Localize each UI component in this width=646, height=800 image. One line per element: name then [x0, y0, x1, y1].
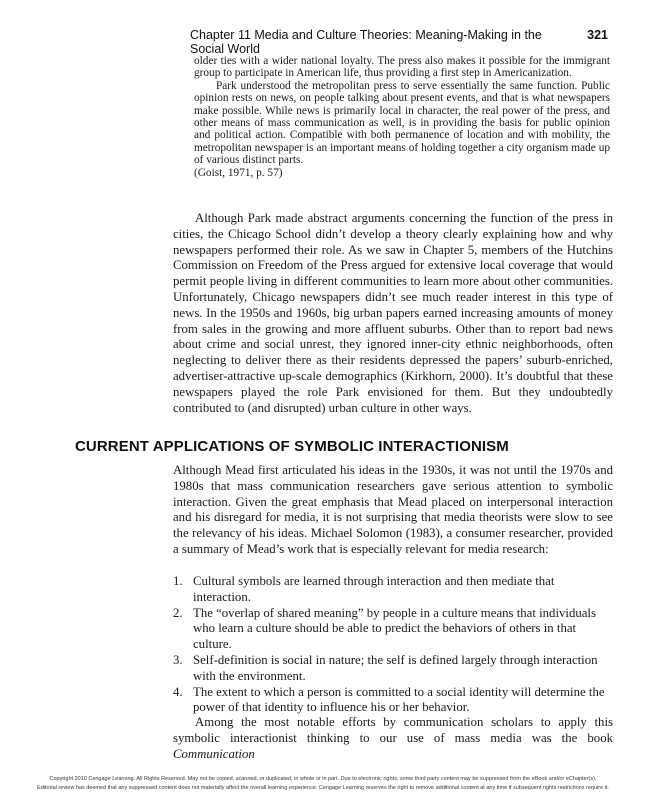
- running-title: Chapter 11 Media and Culture Theories: Meaning-Making in the Social World: [190, 28, 542, 56]
- list-item: [173, 574, 613, 606]
- body-paragraph: Although Park made abstract arguments concerning the function of the press in cities, the Chicago School didn’t develop a theory clearly explaining how and why newspapers performed their role. As we saw in Chapter 5, members of the Hutchins Commission on Freedom of the Press argued for extensive local coverage that would permit people living in different communities to learn more about other communities. Unfortunately, Chicago newspapers didn’t see much reader interest in this type of news. In the 1950s and 1960s, big urban papers earned increasing amounts of money from sales in the growing and more affluent suburbs. Other than to report bad news about crime and social unrest, they ignored inner-city ethnic neighborhoods, often neglecting to deliver there as their residents depressed the papers’ suburb-enriched, advertiser-attractive up-scale demographics (Kirkhorn, 2000). It’s doubtful that these newspapers played the role Park envisioned for them. But they undoubtedly contributed to (and disrupted) urban culture in other ways.: [173, 211, 613, 415]
- page-number: 321: [587, 28, 608, 42]
- list-item: [173, 685, 613, 717]
- footer-line: Editorial review has deemed that any suppressed content does not materially affect the overall learning experience. Cengage Learning reserves the right to remove additional content at any time if subsequent rights restrictions require it.: [37, 785, 609, 791]
- body-text: [173, 211, 613, 416]
- numbered-list: [173, 574, 613, 716]
- body-paragraph: Although Mead first articulated his ideas in the 1930s, it was not until the 1970s and 1980s that mass communication researchers gave serious attention to symbolic interaction. Given the great emphasis that Mead placed on interpersonal interaction and his disregard for media, it is not surprising that media theorists were slow to see the relevancy of his ideas. Michael Solomon (1983), a consumer researcher, provided a summary of Mead’s work that is especially relevant for media research:: [173, 463, 613, 556]
- running-header: [190, 28, 608, 56]
- book-title: Communication: [173, 746, 255, 761]
- footer-line: Copyright 2010 Cengage Learning. All Rights Reserved. May not be copied, scanned, or duplicated, in whole or in part. Due to electronic rights, some third party content may be suppressed from the eBook and/or eChapter(s).: [49, 776, 597, 782]
- quote-paragraph: Park understood the metropolitan press to serve essentially the same function. Public opinion rests on news, on people talking about present events, and that is what newspapers make possible. While news is primarily local in character, the real power of the press, and other means of mass communication as well, is in providing the basis for public opinion and political action. Compatible with both permanence of location and with mobility, the metropolitan newspaper is an important means of holding together a city organism made up of various distinct parts.: [194, 79, 610, 167]
- paragraph-text: Among the most notable efforts by communication scholars to apply this symbolic interactionist thinking to our use of mass media was the book: [173, 715, 613, 745]
- quote-paragraph: older ties with a wider national loyalty. The press also makes it possible for the immigrant group to participate in American life, thus providing a first step in Americanization.: [194, 55, 610, 80]
- block-quote: [194, 55, 610, 179]
- list-text: The extent to which a person is committed to a social identity will determine the power of that identity to influence his or her behavior.: [193, 684, 605, 715]
- list-item: [173, 606, 613, 653]
- body-text: [173, 715, 613, 762]
- list-text: Cultural symbols are learned through interaction and then mediate that interaction.: [193, 574, 555, 604]
- list-number: 1.: [173, 574, 183, 588]
- list-number: 2.: [173, 605, 183, 620]
- list-item: [173, 653, 613, 685]
- list-text: Self-definition is social in nature; the self is defined largely through interaction with the environment.: [193, 652, 598, 683]
- body-paragraph: [173, 715, 613, 762]
- list-number: 4.: [173, 684, 183, 699]
- list-text: The “overlap of shared meaning” by people in a culture means that individuals who learn a culture should be able to predict the behaviors of others in that culture.: [193, 605, 596, 652]
- quote-citation: (Goist, 1971, p. 57): [194, 166, 283, 179]
- body-text: [173, 463, 613, 558]
- copyright-footer: [8, 775, 638, 793]
- section-heading: CURRENT APPLICATIONS OF SYMBOLIC INTERACTIONISM: [75, 438, 509, 455]
- list-number: 3.: [173, 652, 183, 667]
